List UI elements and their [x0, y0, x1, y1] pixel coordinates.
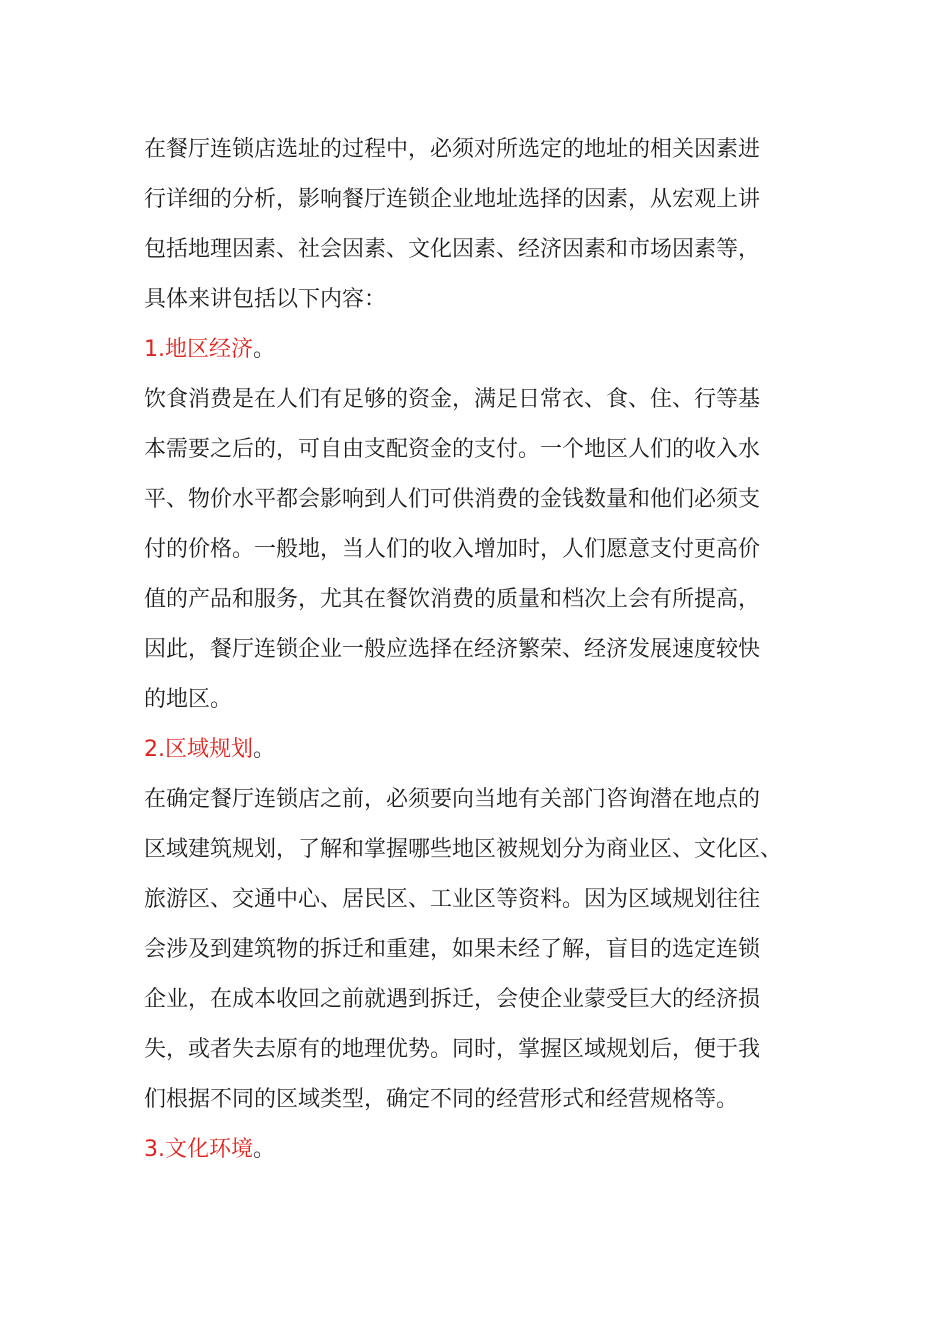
document-body — [144, 125, 806, 1175]
text-line: 会涉及到建筑物的拆迁和重建，如果未经了解，盲目的选定连锁 — [144, 937, 761, 962]
text-line: 付的价格。一般地，当人们的收入增加时，人们愿意支付更高价 — [144, 537, 761, 562]
text-line: 本需要之后的，可自由支配资金的支付。一个地区人们的收入水 — [144, 437, 761, 462]
text-line: 具体来讲包括以下内容： — [144, 287, 387, 312]
text-line: 的地区。 — [144, 687, 233, 712]
text-line: 值的产品和服务，尤其在餐饮消费的质量和档次上会有所提高， — [144, 587, 761, 612]
text-line: 饮食消费是在人们有足够的资金，满足日常衣、食、住、行等基 — [144, 387, 761, 412]
heading-text: 1.地区经济 — [144, 337, 253, 362]
text-line: 行详细的分析，影响餐厅连锁企业地址选择的因素，从宏观上讲 — [144, 187, 761, 212]
text-line: 们根据不同的区域类型，确定不同的经营形式和经营规格等。 — [144, 1087, 739, 1112]
section-paragraph-regional-planning — [144, 775, 806, 1125]
section-heading-cultural-environment — [144, 1125, 806, 1175]
text-line: 企业，在成本收回之前就遇到拆迁，会使企业蒙受巨大的经济损 — [144, 987, 761, 1012]
heading-period: 。 — [253, 337, 276, 362]
heading-text: 2.区域规划 — [144, 737, 253, 762]
text-line: 区域建筑规划，了解和掌握哪些地区被规划分为商业区、文化区、 — [144, 837, 783, 862]
section-heading-regional-planning — [144, 725, 806, 775]
text-line: 旅游区、交通中心、居民区、工业区等资料。因为区域规划往往 — [144, 887, 761, 912]
heading-period: 。 — [253, 737, 276, 762]
text-line: 失，或者失去原有的地理优势。同时，掌握区域规划后，便于我 — [144, 1037, 761, 1062]
text-line: 在确定餐厅连锁店之前，必须要向当地有关部门咨询潜在地点的 — [144, 787, 761, 812]
section-paragraph-regional-economy — [144, 375, 806, 725]
text-line: 因此，餐厅连锁企业一般应选择在经济繁荣、经济发展速度较快 — [144, 637, 761, 662]
intro-paragraph — [144, 125, 806, 325]
text-line: 包括地理因素、社会因素、文化因素、经济因素和市场因素等， — [144, 237, 761, 262]
section-heading-regional-economy — [144, 325, 806, 375]
heading-period: 。 — [253, 1137, 276, 1162]
heading-text: 3.文化环境 — [144, 1137, 253, 1162]
text-line: 平、物价水平都会影响到人们可供消费的金钱数量和他们必须支 — [144, 487, 761, 512]
text-line: 在餐厅连锁店选址的过程中，必须对所选定的地址的相关因素进 — [144, 137, 761, 162]
